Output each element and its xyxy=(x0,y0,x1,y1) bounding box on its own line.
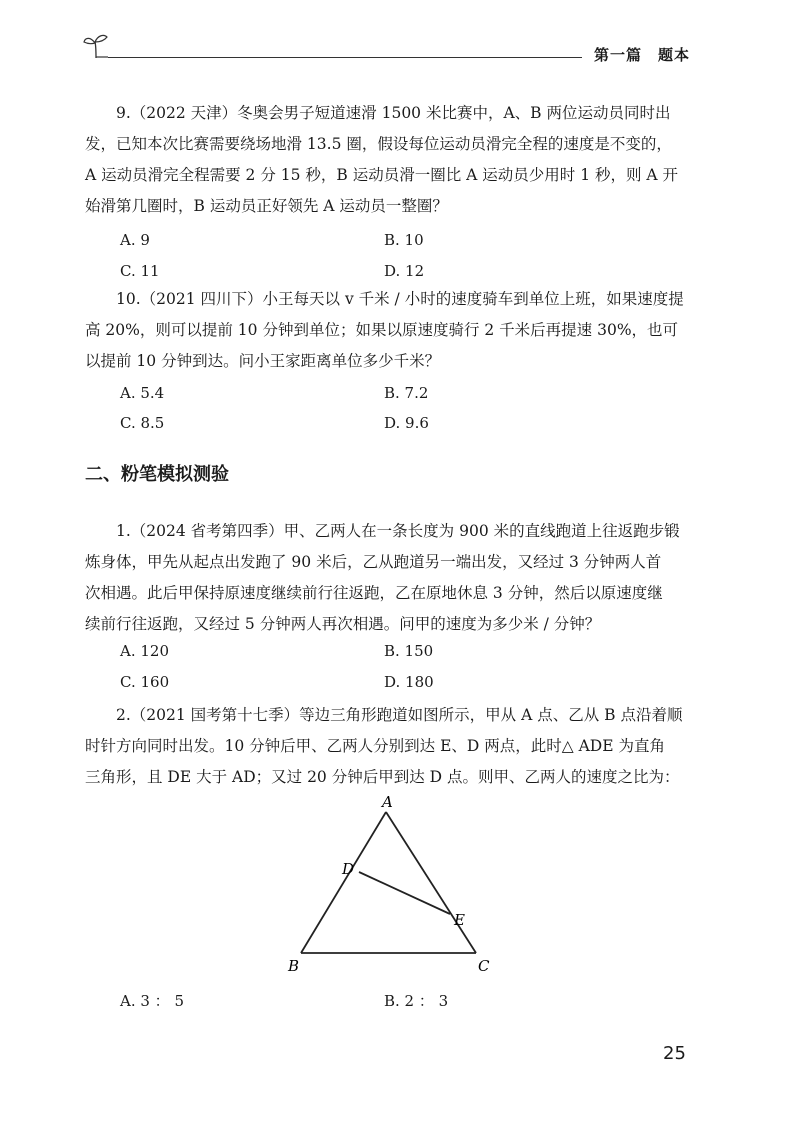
option-c: C. 160 xyxy=(120,673,170,691)
option-d: D. 12 xyxy=(384,262,425,280)
option-b: B. 150 xyxy=(384,642,434,660)
triangle-figure xyxy=(270,790,510,980)
question-10 xyxy=(85,284,707,377)
question-line: 续前行往返跑，又经过 5 分钟两人再次相遇。问甲的速度为多少米 / 分钟？ xyxy=(85,615,601,633)
option-b: B. 10 xyxy=(384,231,424,249)
header-rule xyxy=(108,57,582,58)
question-line: 10.（2021 四川下）小王每天以 v 千米 / 小时的速度骑车到单位上班，如果速度提 xyxy=(116,290,684,308)
question-line: A 运动员滑完全程需要 2 分 15 秒，B 运动员滑一圈比 A 运动员少用时 1 秒，则 A 开 xyxy=(85,166,679,184)
option-d: D. 180 xyxy=(384,673,434,691)
option-a: A. 5.4 xyxy=(120,384,165,402)
label-c: C xyxy=(478,957,490,975)
chapter-header: 第一篇 题本 xyxy=(594,46,691,64)
question-line: 1.（2024 省考第四季）甲、乙两人在一条长度为 900 米的直线跑道上往返跑步锻 xyxy=(116,522,680,540)
label-d: D xyxy=(342,860,355,878)
question-line: 三角形，且 DE 大于 AD；又过 20 分钟后甲到达 D 点。则甲、乙两人的速度之比为： xyxy=(85,768,680,786)
segment-de xyxy=(359,872,450,914)
label-a: A xyxy=(382,793,393,811)
label-e: E xyxy=(454,911,465,929)
option-c: C. 8.5 xyxy=(120,414,165,432)
question-line: 时针方向同时出发。10 分钟后甲、乙两人分别到达 E、D 两点，此时△ ADE 为直角 xyxy=(85,737,665,755)
option-c: C. 11 xyxy=(120,262,160,280)
question-line: 次相遇。此后甲保持原速度继续前行往返跑，乙在原地休息 3 分钟，然后以原速度继 xyxy=(85,584,663,602)
question-line: 以提前 10 分钟到达。问小王家距离单位多少千米？ xyxy=(85,352,441,370)
option-a: A. 120 xyxy=(120,642,169,660)
section-title: 二、粉笔模拟测验 xyxy=(85,464,229,485)
question-line: 9.（2022 天津）冬奥会男子短道速滑 1500 米比赛中，A、B 两位运动员同时出 xyxy=(116,104,671,122)
label-b: B xyxy=(288,957,300,975)
question-line: 始滑第几圈时，B 运动员正好领先 A 运动员一整圈？ xyxy=(85,197,448,215)
page-number: 25 xyxy=(663,1043,686,1064)
option-b: B. 7.2 xyxy=(384,384,429,402)
side-ac xyxy=(386,812,476,953)
question-9 xyxy=(85,98,707,222)
option-a: A. 3 ： 5 xyxy=(120,992,184,1010)
option-d: D. 9.6 xyxy=(384,414,429,432)
question-line: 发，已知本次比赛需要绕场地滑 13.5 圈，假设每位运动员滑完全程的速度是不变的， xyxy=(85,135,672,153)
question-1 xyxy=(85,516,707,640)
side-ab xyxy=(301,812,386,953)
option-b: B. 2 ： 3 xyxy=(384,992,449,1010)
question-line: 高 20%，则可以提前 10 分钟到单位；如果以原速度骑行 2 千米后再提速 30%，也可 xyxy=(85,321,679,339)
question-line: 2.（2021 国考第十七季）等边三角形跑道如图所示，甲从 A 点、乙从 B 点沿着顺 xyxy=(116,706,683,724)
sprout-icon xyxy=(82,30,110,60)
option-a: A. 9 xyxy=(120,231,150,249)
question-2 xyxy=(85,700,707,793)
question-line: 炼身体，甲先从起点出发跑了 90 米后，乙从跑道另一端出发，又经过 3 分钟两人首 xyxy=(85,553,662,571)
